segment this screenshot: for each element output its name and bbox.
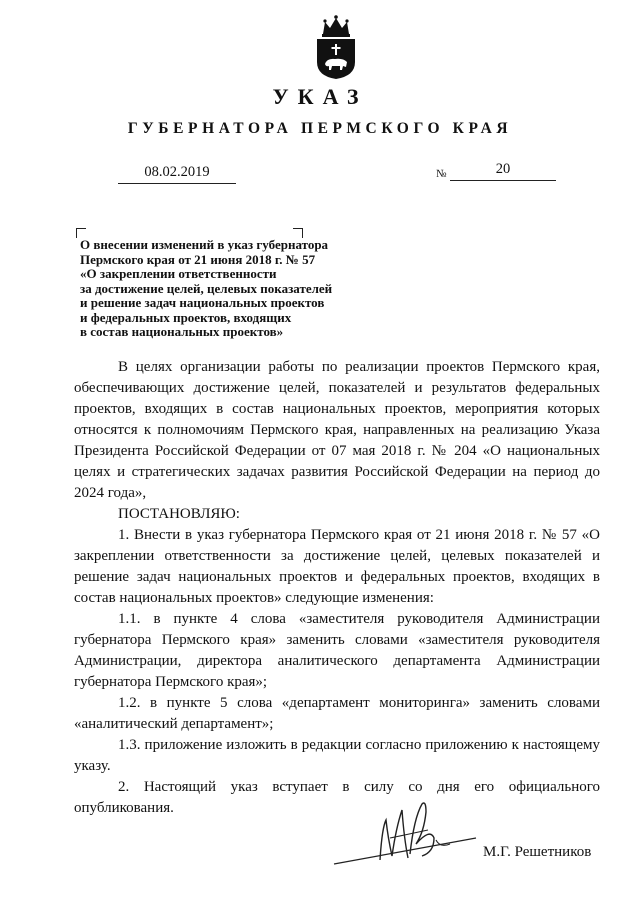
subject-line: и решение задач национальных проектов	[80, 295, 325, 310]
item-1-3-paragraph: 1.3. приложение изложить в редакции согласно приложению к настоящему указу.	[74, 737, 600, 774]
subject-line: О внесении изменений в указ губернатора	[80, 237, 329, 252]
decree-body	[74, 357, 600, 819]
item-1-paragraph: 1. Внести в указ губернатора Пермского края от 21 июня 2018 г. № 57 «О закреплении ответственности за достижение целей, целевых показателей и решение задач национальных проектов и федеральных проектов, входящих в состав национальных проектов» следующие изменения:	[74, 527, 600, 606]
issuer-title: ГУБЕРНАТОРА ПЕРМСКОГО КРАЯ	[127, 120, 513, 137]
handwritten-signature	[330, 798, 480, 878]
coat-of-arms-icon	[313, 14, 359, 80]
subject-line: за достижение целей, целевых показателей	[80, 280, 333, 296]
item-1-2-paragraph: 1.2. в пункте 5 слова «департамент мониторинга» заменить словами «аналитический департамент»;	[74, 695, 600, 732]
number-label: №	[436, 168, 447, 180]
item-1-1-paragraph: 1.1. в пункте 4 слова «заместителя руководителя Администрации губернатора Пермского края» заменить словами «заместителя руководителя Администрации, директора аналитического департамента Администрации губернатора Пермского края»;	[74, 611, 600, 690]
subject-line: Пермского края от 21 июня 2018 г. № 57	[80, 251, 316, 267]
date-underline	[118, 183, 236, 184]
decree-word: ПОСТАНОВЛЯЮ:	[118, 506, 240, 522]
subject-line: в состав национальных проектов»	[80, 324, 284, 339]
decree-subject	[80, 238, 400, 340]
signer-name: М.Г. Решетников	[483, 844, 592, 860]
document-type: УКАЗ	[272, 84, 368, 109]
decree-date: 08.02.2019	[144, 164, 210, 180]
subject-line: и федеральных проектов, входящих	[80, 309, 292, 325]
preamble-paragraph: В целях организации работы по реализации проектов Пермского края, обеспечивающих достижение целей, показателей и результатов федеральных проектов, входящих в состав национальных проектов, мероприятия которых относятся к полномочиям Пермского края, направленных на реализацию Указа Президента Российской Федерации от 07 мая 2018 г. № 204 «О национальных целях и стратегических задачах развития Российской Федерации на период до 2024 года»,	[74, 359, 600, 501]
subject-line: «О закреплении ответственности	[80, 266, 277, 281]
item-2-paragraph: 2. Настоящий указ вступает в силу со дня его официального опубликования.	[74, 779, 600, 816]
decree-number: 20	[495, 161, 511, 177]
number-underline	[450, 180, 556, 181]
